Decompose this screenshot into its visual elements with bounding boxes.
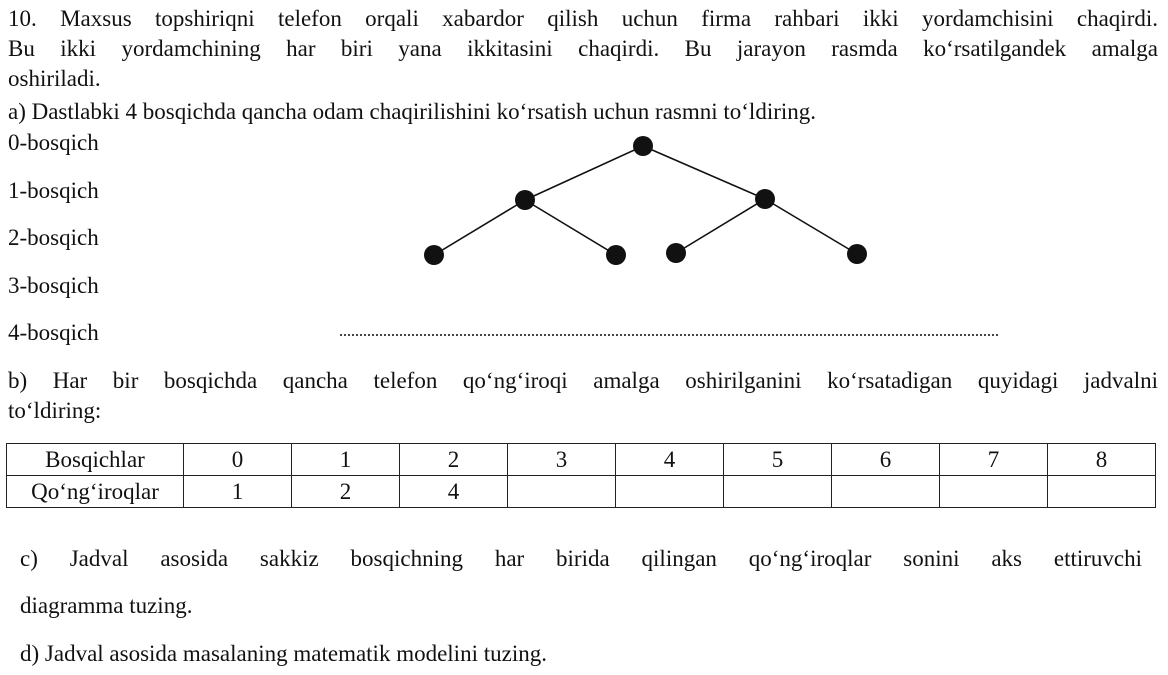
problem-line-2: Bu ikki yordamchining har biri yana ikkitasini chaqirdi. Bu jarayon rasmda ko‘rsatilgandek amalga [8, 36, 1158, 61]
table-cell-calls [940, 476, 1048, 508]
table-cell-stage: 5 [724, 444, 832, 476]
tree-node-level2 [847, 244, 867, 264]
tree-edge [525, 146, 643, 200]
tree-node-level1 [515, 190, 535, 210]
table-header-stages: Bosqichlar [7, 444, 184, 476]
part-d-text: d) Jadval asosida masalaning matematik modelini tuzing. [20, 641, 547, 666]
stage-label-0: 0-bosqich [8, 130, 99, 155]
table-cell-calls [508, 476, 616, 508]
part-b-line-2: to‘ldiring: [8, 398, 102, 423]
tree-edge [525, 200, 616, 255]
table-cell-stage: 6 [832, 444, 940, 476]
table-cell-stage: 1 [292, 444, 400, 476]
table-cell-stage: 7 [940, 444, 1048, 476]
table-cell-stage: 8 [1048, 444, 1156, 476]
calls-table [6, 443, 1156, 508]
problem-line-1: 10. Maxsus topshiriqni telefon orqali xabardor qilish uchun firma rahbari ikki yordamchisini chaqirdi. [8, 6, 1158, 31]
stage-label-3: 3-bosqich [8, 273, 99, 298]
tree-node-level2 [666, 243, 686, 263]
table-cell-calls: 1 [184, 476, 292, 508]
table-cell-calls: 4 [400, 476, 508, 508]
part-c-line-2: diagramma tuzing. [20, 593, 193, 618]
stage-label-2: 2-bosqich [8, 225, 99, 250]
table-cell-calls [1048, 476, 1156, 508]
tree-node-root [633, 136, 653, 156]
tree-edge [676, 199, 765, 253]
part-c-line-1: c) Jadval asosida sakkiz bosqichning har birida qilingan qo‘ng‘iroqlar sonini aks ettiruvchi [20, 546, 1142, 571]
part-b-line-1: b) Har bir bosqichda qancha telefon qo‘ng‘iroqi amalga oshirilganini ko‘rsatadigan quyidagi jadvalni [8, 368, 1158, 393]
table-cell-calls [616, 476, 724, 508]
fill-in-dotted-line [340, 334, 998, 336]
tree-edge [434, 200, 525, 255]
tree-node-level1 [755, 189, 775, 209]
table-cell-stage: 3 [508, 444, 616, 476]
call-tree-diagram [0, 0, 1168, 300]
table-row-stages [7, 444, 1156, 476]
table-header-calls: Qo‘ng‘iroqlar [7, 476, 184, 508]
tree-node-level2 [606, 245, 626, 265]
table-cell-calls [832, 476, 940, 508]
stage-label-4: 4-bosqich [8, 320, 99, 345]
table-cell-stage: 2 [400, 444, 508, 476]
stage-label-1: 1-bosqich [8, 178, 99, 203]
table-cell-stage: 0 [184, 444, 292, 476]
table-cell-stage: 4 [616, 444, 724, 476]
problem-line-3: oshiriladi. [8, 66, 101, 91]
tree-edge [765, 199, 857, 254]
tree-node-level2 [424, 245, 444, 265]
table-cell-calls: 2 [292, 476, 400, 508]
part-a-text: a) Dastlabki 4 bosqichda qancha odam chaqirilishini ko‘rsatish uchun rasmni to‘ldiring. [8, 99, 817, 124]
table-row-calls [7, 476, 1156, 508]
table-cell-calls [724, 476, 832, 508]
tree-edge [643, 146, 765, 199]
